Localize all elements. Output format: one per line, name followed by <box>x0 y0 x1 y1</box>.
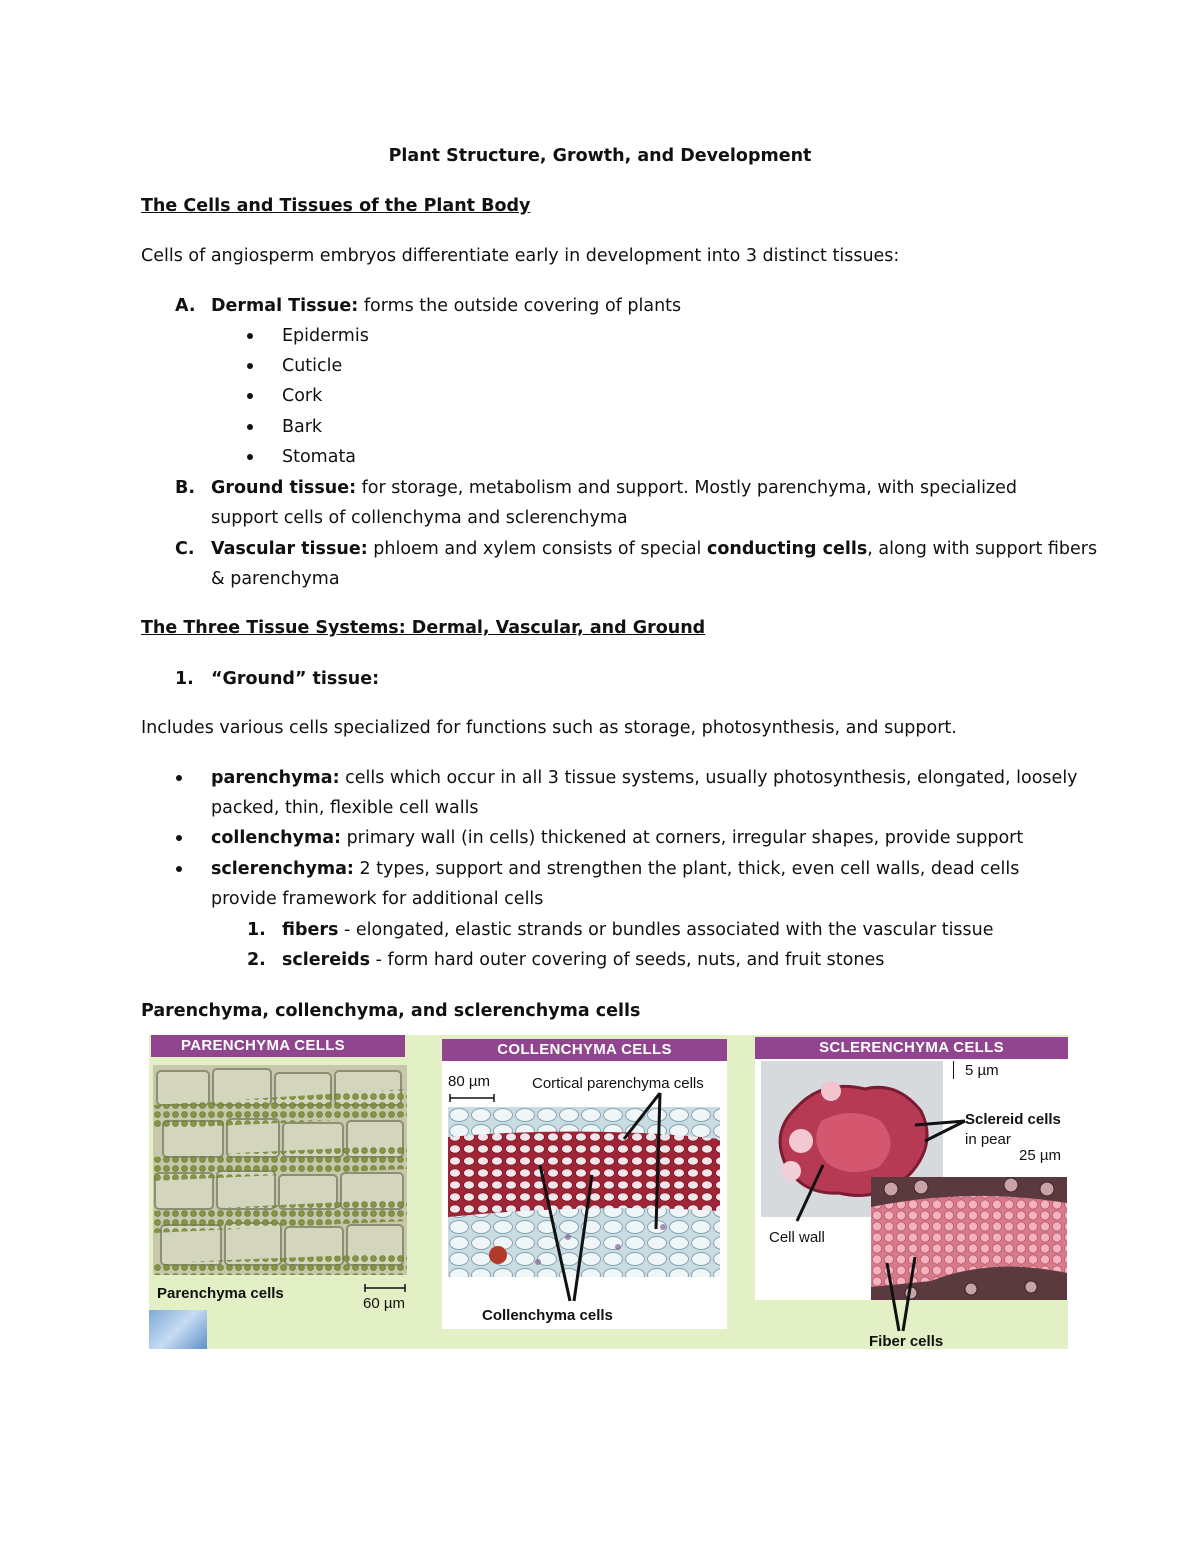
term-sclereids: sclereids <box>282 950 371 970</box>
list-marker-c: C. <box>175 539 195 559</box>
list-marker-a: A. <box>175 296 196 316</box>
list-item: Stomata <box>282 447 357 467</box>
list-item: Epidermis <box>282 326 369 346</box>
list-item-parenchyma <box>211 767 1078 789</box>
fiber-scale-label: 25 µm <box>1019 1147 1061 1164</box>
sclerenchyma-description: 2 types, support and strengthen the plant, thick, even cell walls, dead cells <box>353 859 1020 879</box>
numbered-marker-1: 1. <box>175 669 194 689</box>
annotation-lines <box>875 1255 935 1335</box>
parenchyma-panel <box>151 1035 407 1312</box>
sclerenchyma-description-cont: provide framework for additional cells <box>211 889 544 909</box>
list-marker-b: B. <box>175 478 195 498</box>
term-parenchyma: parenchyma: <box>211 768 340 788</box>
bullet-icon <box>176 866 182 872</box>
bullet-icon <box>176 775 182 781</box>
sclereid-in-pear-label: in pear <box>965 1131 1011 1148</box>
term-ground-tissue: Ground tissue: <box>211 478 357 498</box>
tissue-micrograph-figure <box>149 1035 1068 1349</box>
parenchyma-scale-label: 60 µm <box>363 1295 405 1312</box>
term-fibers: fibers <box>282 920 339 940</box>
section-heading-tissue-systems: The Three Tissue Systems: Dermal, Vascular, and Ground <box>141 618 706 638</box>
list-item-vascular <box>211 538 1097 560</box>
cell-wall-label: Cell wall <box>769 1229 825 1246</box>
term-collenchyma: collenchyma: <box>211 828 342 848</box>
parenchyma-description-cont: packed, thin, flexible cell walls <box>211 798 479 818</box>
list-item-collenchyma <box>211 827 1023 849</box>
section2-intro: Includes various cells specialized for functions such as storage, photosynthesis, and support. <box>141 718 957 738</box>
vascular-description: phloem and xylem consists of special <box>367 539 707 559</box>
ground-tissue-label: “Ground” tissue: <box>211 669 380 689</box>
figure-caption: Parenchyma, collenchyma, and sclerenchyma cells <box>141 1001 641 1021</box>
collenchyma-cells-label: Collenchyma cells <box>482 1307 613 1324</box>
collenchyma-panel <box>442 1039 727 1329</box>
list-item: Cork <box>282 386 323 406</box>
sclerenchyma-header: SCLERENCHYMA CELLS <box>755 1037 1068 1059</box>
annotation-lines <box>442 1039 727 1329</box>
parenchyma-header: PARENCHYMA CELLS <box>151 1035 405 1057</box>
cortical-parenchyma-label: Cortical parenchyma cells <box>532 1075 704 1092</box>
list-item: Cuticle <box>282 356 343 376</box>
section1-intro: Cells of angiosperm embryos differentiate early in development into 3 distinct tissues: <box>141 246 900 266</box>
parenchyma-description: cells which occur in all 3 tissue systems, usually photosynthesis, elongated, loosely <box>339 768 1078 788</box>
document-title: Plant Structure, Growth, and Development <box>388 146 812 166</box>
section-heading-cells-tissues: The Cells and Tissues of the Plant Body <box>141 196 531 216</box>
bullet-icon <box>176 835 182 841</box>
collenchyma-header: COLLENCHYMA CELLS <box>442 1039 727 1061</box>
parenchyma-micrograph <box>153 1065 407 1275</box>
subitem-fibers <box>282 919 994 941</box>
fibers-description: - elongated, elastic strands or bundles associated with the vascular tissue <box>338 920 994 940</box>
ground-description: for storage, metabolism and support. Mostly parenchyma, with specialized <box>356 478 1018 498</box>
ground-description-cont: support cells of collenchyma and sclerenchyma <box>211 508 628 528</box>
bullet-icon <box>247 333 253 339</box>
decorative-image-fragment <box>149 1310 207 1349</box>
term-sclerenchyma: sclerenchyma: <box>211 859 354 879</box>
sclereid-cells-label: Sclereid cells <box>965 1111 1061 1128</box>
collenchyma-description: primary wall (in cells) thickened at corners, irregular shapes, provide support <box>341 828 1024 848</box>
dermal-description: forms the outside covering of plants <box>358 296 682 316</box>
list-item: Bark <box>282 417 323 437</box>
bullet-icon <box>247 393 253 399</box>
vascular-description-b: , along with support fibers <box>867 539 1098 559</box>
collenchyma-scale-label: 80 µm <box>448 1073 490 1090</box>
term-dermal-tissue: Dermal Tissue: <box>211 296 359 316</box>
sclereids-description: - form hard outer covering of seeds, nuts, and fruit stones <box>370 950 885 970</box>
list-item-ground <box>211 477 1017 499</box>
sclereid-scale-label: 5 µm <box>965 1062 999 1079</box>
list-item-sclerenchyma <box>211 858 1019 880</box>
term-conducting-cells: conducting cells <box>706 539 868 559</box>
subitem-marker-1: 1. <box>247 920 266 940</box>
subitem-sclereids <box>282 949 884 971</box>
bullet-icon <box>247 454 253 460</box>
subitem-marker-2: 2. <box>247 950 266 970</box>
fiber-cells-label: Fiber cells <box>869 1333 944 1350</box>
vascular-description-cont: & parenchyma <box>211 569 340 589</box>
bullet-icon <box>247 363 253 369</box>
scale-bar-icon <box>363 1283 407 1293</box>
term-vascular-tissue: Vascular tissue: <box>211 539 368 559</box>
parenchyma-cells-label: Parenchyma cells <box>157 1285 284 1302</box>
bullet-icon <box>247 424 253 430</box>
list-item-dermal <box>211 295 681 317</box>
